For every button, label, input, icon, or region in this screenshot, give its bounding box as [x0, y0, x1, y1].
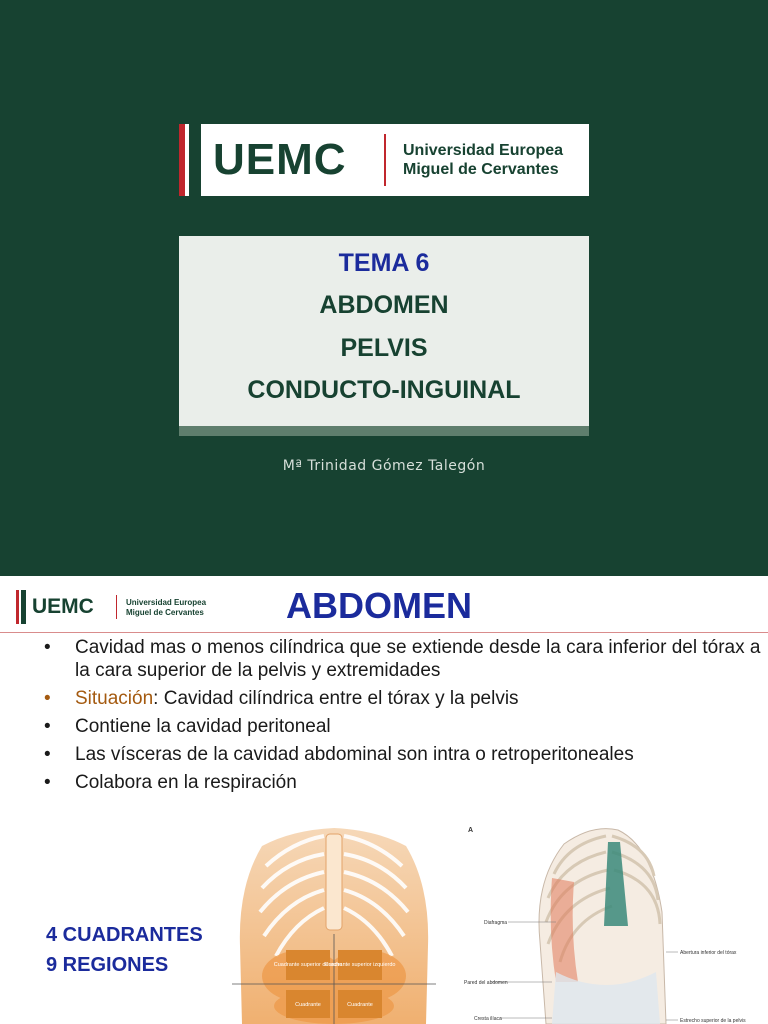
university-logo-small — [16, 590, 216, 624]
logo-green-bar — [189, 124, 201, 196]
bullet-item — [44, 636, 764, 682]
author-name: Mª Trinidad Gómez Talegón — [282, 458, 486, 474]
title-box — [179, 236, 589, 426]
bullet-text: Colabora en la respiración — [75, 772, 297, 793]
title-line-pelvis: PELVIS — [340, 334, 428, 362]
logo-university-name — [403, 141, 563, 179]
quadrants-count: 4 CUADRANTES — [46, 924, 203, 946]
label-abertura-inferior: Abertura inferior del tórax — [680, 950, 737, 956]
bullet-item — [44, 687, 764, 710]
header-divider — [0, 632, 768, 633]
title-line-conducto: CONDUCTO-INGUINAL — [247, 376, 521, 404]
bullet-text: : Cavidad cilíndrica entre el tórax y la pelvis — [153, 688, 519, 709]
logo-name-line1: Universidad Europea — [126, 598, 207, 607]
logo-name-line2: Miguel de Cervantes — [126, 608, 204, 617]
logo-name-line2: Miguel de Cervantes — [403, 161, 559, 178]
logo-red-bar — [16, 590, 19, 624]
logo-name-line1: Universidad Europea — [403, 142, 564, 159]
logo-abbreviation: UEMC — [213, 135, 347, 184]
label-diafragma: Diafragma — [484, 920, 508, 926]
logo-green-bar — [21, 590, 26, 624]
quadrant-label-upper-right: Cuadrante superior derecho — [273, 962, 343, 968]
logo-abbreviation: UEMC — [32, 595, 94, 618]
quadrant-label-lower-left: Cuadrante — [347, 1002, 373, 1008]
bullet-item — [44, 743, 764, 766]
abdominal-quadrants-illustration — [232, 826, 436, 1024]
logo-university-name — [126, 598, 206, 618]
regions-count: 9 REGIONES — [46, 954, 169, 976]
figure-panel-letter: A — [468, 827, 474, 834]
thoracic-cage-illustration — [456, 822, 762, 1024]
logo-separator — [384, 134, 386, 186]
quadrant-label-upper-left: Cuadrante superior izquierdo — [324, 962, 396, 968]
label-pared-abdomen: Pared del abdomen — [464, 980, 508, 986]
bullet-list — [44, 636, 764, 799]
university-logo — [179, 124, 589, 196]
slide-title: ABDOMEN — [286, 585, 472, 626]
logo-separator — [116, 595, 117, 619]
sternum-icon — [326, 834, 342, 930]
logo-red-bar — [179, 124, 185, 196]
bullet-highlight-label: Situación — [75, 688, 154, 709]
label-estrecho-superior: Estrecho superior de la pelvis — [680, 1018, 746, 1024]
content-slide — [0, 576, 768, 1024]
bullet-text: Las vísceras de la cavidad abdominal son intra o retroperitoneales — [75, 744, 634, 765]
regions-label — [46, 920, 203, 980]
title-line-abdomen: ABDOMEN — [319, 291, 449, 319]
bullet-text: Cavidad mas o menos cilíndrica que se extiende desde la cara inferior del tórax a la cara superior de la pelvis y extremidades — [75, 637, 761, 681]
bullet-item — [44, 715, 764, 738]
label-cresta-iliaca: Cresta ilíaca — [474, 1016, 502, 1022]
bullet-item — [44, 771, 764, 794]
title-line-tema: TEMA 6 — [338, 249, 430, 277]
quadrant-label-lower-right: Cuadrante — [295, 1002, 321, 1008]
bullet-text: Contiene la cavidad peritoneal — [75, 716, 331, 737]
title-box-underline — [179, 426, 589, 436]
